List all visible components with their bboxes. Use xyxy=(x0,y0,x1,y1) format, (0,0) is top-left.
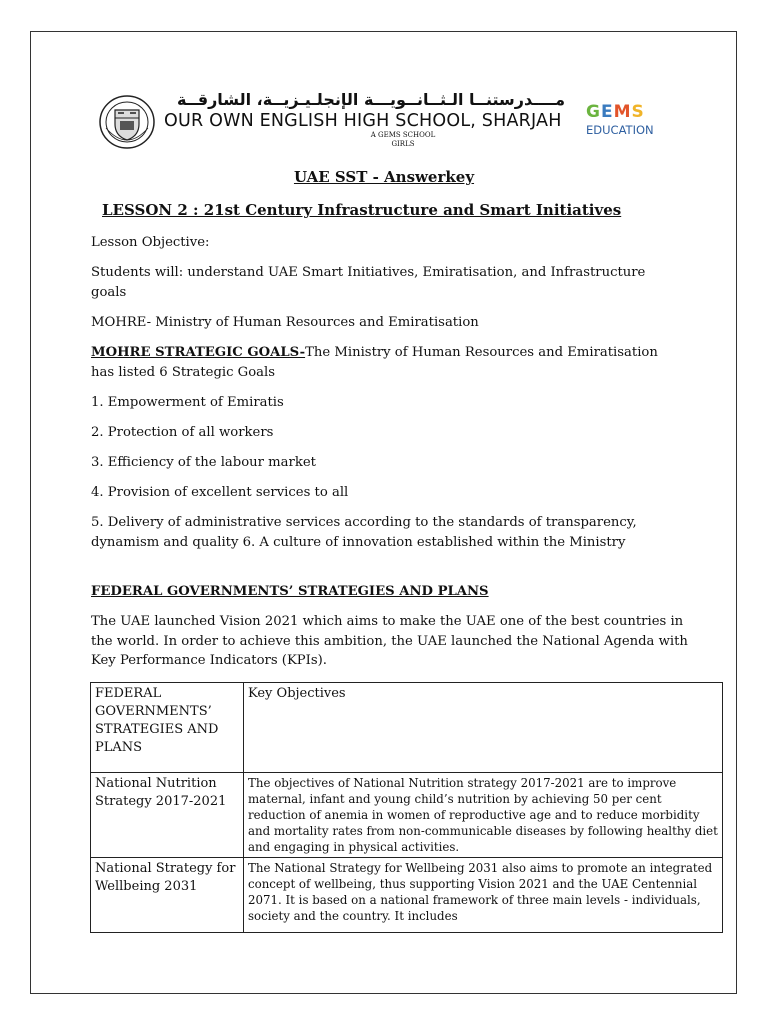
school-crest-icon xyxy=(98,94,156,150)
goal-item: 4. Provision of excellent services to all xyxy=(91,485,349,500)
table-cell-objective xyxy=(244,858,723,933)
federal-text: The UAE launched Vision 2021 which aims to make the UAE one of the best countries in the world. In order to achieve this ambition, the UAE launched the National Agenda with Key Performance Indicators (KPIs). xyxy=(91,614,688,668)
school-name: OUR OWN ENGLISH HIGH SCHOOL, SHARJAH xyxy=(164,111,562,131)
table-header-cell: Key Objectives xyxy=(244,683,723,773)
goal-item: 1. Empowerment of Emiratis xyxy=(91,395,284,410)
goals-intro: The Ministry of Human Resources and Emiratisation has listed 6 Strategic Goals xyxy=(91,345,658,380)
table-header-row xyxy=(91,683,723,773)
table-cell-objective-text: The National Strategy for Wellbeing 2031 also aims to promote an integrated concept of wellbeing, thus supporting Vision 2021 and the UAE Centennial 2071. It is based on a national framework of three main levels - individuals, society and the country. It includes xyxy=(248,861,713,923)
gems-logo xyxy=(586,102,654,137)
school-subtitle-line1: A GEMS SCHOOL xyxy=(370,131,436,139)
table-header-cell: FEDERAL GOVERNMENTS’ STRATEGIES AND PLANS xyxy=(91,683,244,773)
arabic-school-name: مــــدرستنــا الـثــانــويـــة الإنجلـيـزيــة، الشارقــة xyxy=(176,90,566,109)
strategies-table xyxy=(90,682,723,933)
objective-text: Students will: understand UAE Smart Initiatives, Emiratisation, and Infrastructure goals xyxy=(91,265,646,300)
school-subtitle xyxy=(348,131,458,149)
table-cell-plan: National Nutrition Strategy 2017-2021 xyxy=(91,773,244,858)
lesson-title: LESSON 2 : 21st Century Infrastructure and Smart Initiatives xyxy=(102,201,622,219)
gems-letter-m: M xyxy=(613,102,632,122)
goal-item: 3. Efficiency of the labour market xyxy=(91,455,316,470)
gems-wordmark xyxy=(586,102,654,122)
table-cell-objective: The objectives of National Nutrition strategy 2017-2021 are to improve maternal, infant and young child’s nutrition by achieving 50 per cent reduction of anemia in women of reproductive age and to reduce morbidity and mortality rates from non-communicable diseases by following healthy diet and engaging in physical activities. xyxy=(244,773,723,858)
mohre-line: MOHRE- Ministry of Human Resources and Emiratisation xyxy=(91,315,479,330)
objective-label: Lesson Objective: xyxy=(91,235,210,250)
gems-letter-e: E xyxy=(600,102,614,122)
goals-paragraph xyxy=(91,343,671,382)
goal-item: 2. Protection of all workers xyxy=(91,425,274,440)
table-cell-plan: National Strategy for Wellbeing 2031 xyxy=(91,858,244,933)
federal-heading: FEDERAL GOVERNMENTS’ STRATEGIES AND PLANS xyxy=(91,584,489,599)
gems-letter-g: G xyxy=(586,102,601,122)
school-subtitle-line2: GIRLS xyxy=(391,140,415,148)
table-row xyxy=(91,773,723,858)
school-header xyxy=(98,90,678,150)
goal-item: 5. Delivery of administrative services according to the standards of transparency, dynamism and quality 6. A culture of innovation established within the Ministry xyxy=(91,515,637,550)
gems-education-label: EDUCATION xyxy=(586,123,654,137)
gems-letter-s: S xyxy=(631,102,645,122)
document-title: UAE SST - Answerkey xyxy=(293,168,475,186)
goals-heading: MOHRE STRATEGIC GOALS- xyxy=(91,345,306,360)
table-row xyxy=(91,858,723,933)
